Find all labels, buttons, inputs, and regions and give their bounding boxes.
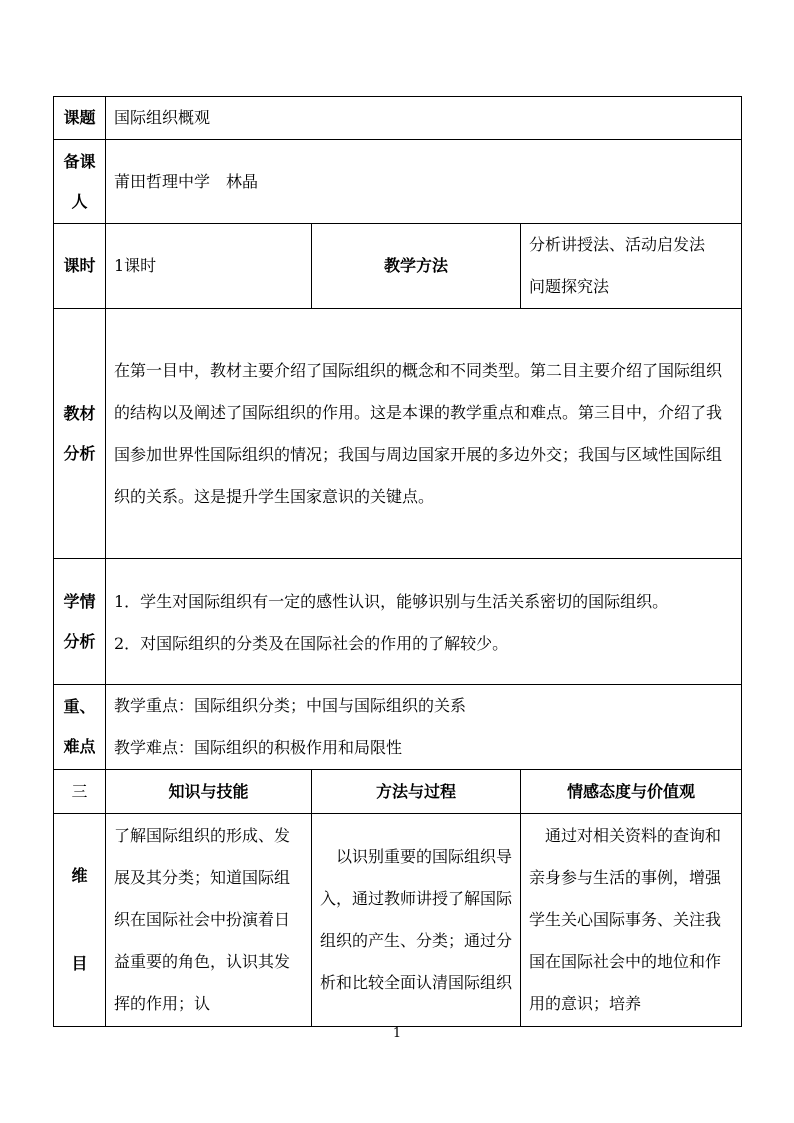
lesson-plan-table: [53, 96, 742, 1027]
key-focus: 教学重点：国际组织分类；中国与国际组织的关系: [114, 696, 467, 715]
goals-col3-header: 情感态度与价值观: [521, 770, 742, 814]
goals-side-label: [54, 814, 106, 1027]
goals-header-row: [54, 770, 742, 814]
material-text: 在第一目中，教材主要介绍了国际组织的概念和不同类型。第二目主要介绍了国际组织的结构以及阐述了国际组织的作用。这是本课的教学重点和难点。第三目中，介绍了我国参加世界性国际组织的情况；我国与周边国家开展的多边外交；我国与区域性国际组织的关系。这是提升学生国家意识的关键点。: [106, 309, 742, 559]
key-row: [54, 685, 742, 770]
key-difficulty: 教学难点：国际组织的积极作用和局限性: [114, 738, 403, 757]
goals-col1-text: 了解国际组织的形成、发展及其分类；知道国际组织在国际社会中扮演着日益重要的角色，认识其发挥的作用；认: [106, 814, 312, 1027]
topic-row: [54, 97, 742, 140]
students-text: [106, 559, 742, 685]
goals-body-row: [54, 814, 742, 1027]
preparer-row: [54, 140, 742, 224]
goals-col2-header: 方法与过程: [312, 770, 521, 814]
method-label: 教学方法: [312, 224, 521, 309]
method-line-2: 问题探究法: [529, 277, 610, 296]
goals-col1-header: 知识与技能: [106, 770, 312, 814]
hours-value: 1课时: [106, 224, 312, 309]
topic-label: 课题: [54, 97, 106, 140]
students-item-2: 2．对国际组织的分类及在国际社会的作用的了解较少。: [114, 633, 509, 653]
students-label: 学情分析: [54, 559, 106, 685]
goals-label-1: 三: [54, 770, 106, 814]
topic-value: 国际组织概观: [106, 97, 742, 140]
key-text: [106, 685, 742, 770]
page-number: 1: [392, 1026, 402, 1041]
preparer-value: 莆田哲理中学 林晶: [106, 140, 742, 224]
students-item-1: 1．学生对国际组织有一定的感性认识，能够识别与生活关系密切的国际组织。: [114, 591, 669, 611]
material-row: [54, 309, 742, 559]
hours-row: [54, 224, 742, 309]
goals-col3-text: 通过对相关资料的查询和亲身参与生活的事例，增强学生关心国际事务、关注我国在国际社会中的地位和作用的意识；培养: [521, 814, 742, 1027]
method-line-1: 分析讲授法、活动启发法: [529, 235, 706, 254]
goals-label-2: 维: [71, 866, 88, 885]
method-value: [521, 224, 742, 309]
preparer-label: 备课人: [54, 140, 106, 224]
goals-col2-text: 以识别重要的国际组织导入，通过教师讲授了解国际组织的产生、分类；通过分析和比较全面认清国际组织: [312, 814, 521, 1027]
students-row: [54, 559, 742, 685]
goals-label-3: 目: [71, 954, 88, 973]
material-label: 教材分析: [54, 309, 106, 559]
hours-label: 课时: [54, 224, 106, 309]
key-label: 重、难点: [54, 685, 106, 770]
